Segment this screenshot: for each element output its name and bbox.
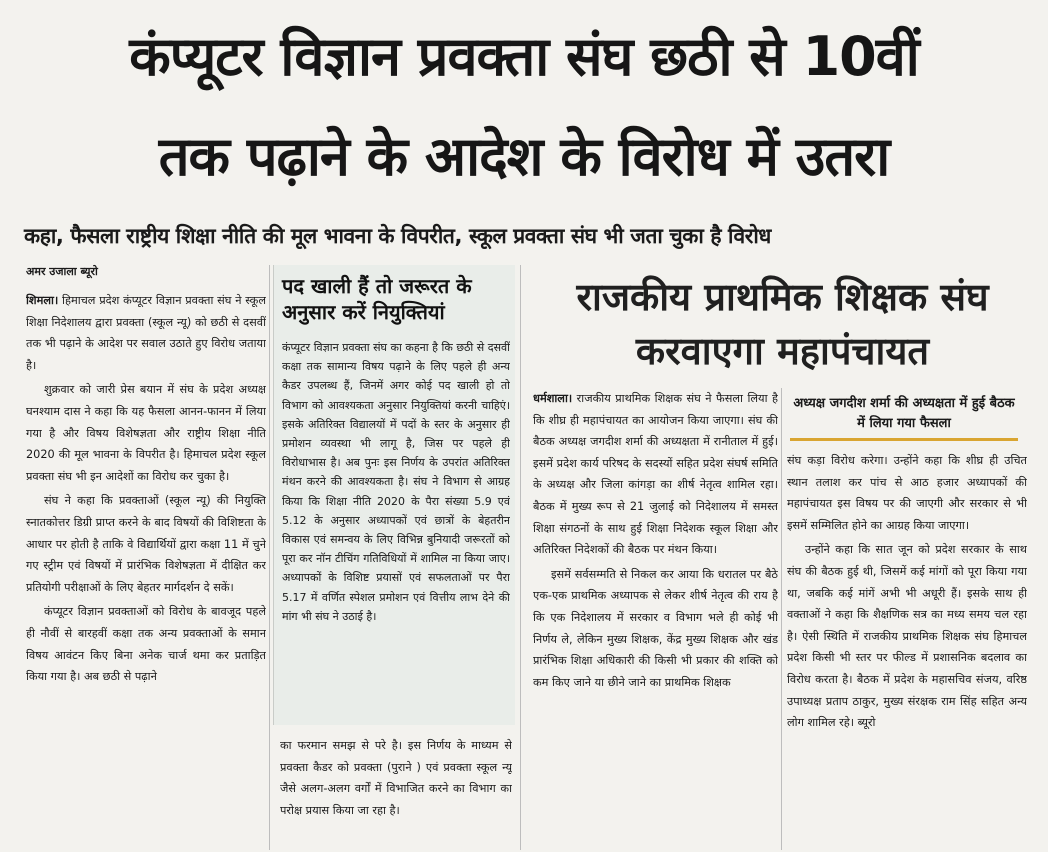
article2-headline [525,270,1040,378]
article1-para-1-text: हिमाचल प्रदेश कंप्यूटर विज्ञान प्रवक्ता संघ ने स्कूल शिक्षा निदेशालय द्वारा प्रवक्ता (स्कूल न्यू) को छठी से दसवीं तक भी पढ़ाने के आदेश पर सवाल उठाते हुए विरोध जताया है। [26,294,266,372]
column-divider [781,388,782,850]
article2-para-1 [533,388,778,561]
kicker-underline [790,438,1018,441]
article1-para-1 [26,290,266,376]
column-divider [520,265,521,850]
article2-para-1-text: राजकीय प्राथमिक शिक्षक संघ ने फैसला लिया है कि शीघ्र ही महापंचायत का आयोजन किया जाएगा। संघ की बैठक अध्यक्ष जगदीश शर्मा की अध्यक्षता में रानीताल में हुई। इसमें प्रदेश कार्य परिषद के सदस्यों सहित प्रदेश संघर्ष समिति के अध्यक्ष और जिला कांगड़ा का शीर्ष नेतृत्व शामिल रहा। बैठक में मुख्य रूप से 21 जुलाई को निदेशालय में समस्त शिक्षा संगठनों के साथ हुई शिक्षा निदेशक स्कूल शिक्षा और अतिरिक्त निदेशकों की बैठक पर मंथन किया। [533,392,778,557]
article1-column2-continued [280,735,512,847]
article1-column1 [26,290,266,845]
article2-column2 [787,450,1027,846]
subheadline: कहा, फैसला राष्ट्रीय शिक्षा नीति की मूल भावना के विपरीत, स्कूल प्रवक्ता संघ भी जता चुका है विरोध [24,224,771,248]
article1-para-4: कंप्यूटर विज्ञान प्रवक्ताओं को विरोध के बावजूद पहले ही नौवीं से बारहवीं कक्षा तक अन्य प्रवक्ताओं के समान विषय आवंटन किए बिना अनेक चार्ज थमा कर प्रताड़ित किया गया है। अब छठी से पढ़ाने [26,605,266,684]
column-divider [269,265,270,850]
article2-para-2: इसमें सर्वसम्मति से निकल कर आया कि धरातल पर बैठे एक-एक प्राथमिक अध्यापक से लेकर शीर्ष नेतृत्व की राय है कि एक निदेशालय में सरकार व विभाग भले ही कोई भी निर्णय ले, लेकिन मुख्य शिक्षक, केंद्र मुख्य शिक्षक और खंड प्रारंभिक शिक्षा अधिकारी की किसी भी प्रकार की शक्ति को कम किए जाने या छीने जाने का प्राथमिक शिक्षक [533,567,778,689]
article2-para-4: उन्होंने कहा कि सात जून को प्रदेश सरकार के साथ संघ की बैठक हुई थी, जिसमें कई मांगों को पूरा किया गया था, जबकि कई मांगें अभी भी अधूरी हैं। इसके साथ ही वक्ताओं ने कहा कि शैक्षणिक सत्र का मध्य समय चल रहा है। ऐसी स्थिति में राजकीय प्राथमिक शिक्षक संघ हिमाचल प्रदेश किसी भी स्तर पर फील्ड में प्रशासनिक बदलाव का विरोध करता है। बैठक में प्रदेश के महासचिव संजय, वरिष्ठ उपाध्यक्ष प्रताप ठाकुर, मुख्य संरक्षक राम सिंह सहित अन्य लोग शामिल रहे। ब्यूरो [787,543,1027,730]
sidebar-title: पद खाली हैं तो जरूरत के अनुसार करें नियुक्तियां [282,274,472,324]
article1-para-5: का फरमान समझ से परे है। इस निर्णय के माध्यम से प्रवक्ता कैडर को प्रवक्ता (पुराने ) एवं प्रवक्ता स्कूल न्यू जैसे अलग-अलग वर्गों में विभाजित करने का विभाग का परोक्ष प्रयास किया जा रहा है। [280,739,512,817]
article2-column1 [533,388,778,846]
sidebar-box [273,265,515,725]
main-headline-line2: तक पढ़ाने के आदेश के विरोध में उतरा [158,125,890,188]
dateline-dharamshala: धर्मशाला। [533,392,573,405]
article2-para-3: संघ कड़ा विरोध करेगा। उन्होंने कहा कि शीघ्र ही उचित स्थान तलाश कर पांच से आठ हजार अध्यापकों की महापंचायत इस विषय पर की जाएगी और सरकार से भी इसमें सम्मिलित होने का आग्रह किया जाएगा। [787,454,1027,532]
byline: अमर उजाला ब्यूरो [26,265,98,278]
dateline-shimla: शिमला। [26,294,59,307]
article1-para-2: शुक्रवार को जारी प्रेस बयान में संघ के प्रदेश अध्यक्ष घनश्याम दास ने कहा कि यह फैसला आनन-फानन में लिया गया है और विषय विशेषज्ञता और राष्ट्रीय शिक्षा नीति 2020 की मूल भावना के विपरीत है। हिमाचल प्रदेश स्कूल प्रवक्ता संघ भी इन आदेशों का विरोध कर चुका है। [26,383,266,483]
article1-para-3: संघ ने कहा कि प्रवक्ताओं (स्कूल न्यू) की नियुक्ति स्नातकोत्तर डिग्री प्राप्त करने के बाद विषयों की विशिष्टता के आधार पर होती है ताकि वे विद्यार्थियों द्वारा कक्षा 11 में चुने गए स्ट्रीम एवं विषयों में प्रारंभिक विशेषज्ञता में दीक्षित कर प्रतियोगी परीक्षाओं के लिए बेहतर मार्गदर्शन दे सकें। [26,494,266,594]
article2-kicker: अध्यक्ष जगदीश शर्मा की अध्यक्षता में हुई बैठक में लिया गया फैसला [793,396,1015,431]
main-headline-line1: कंप्यूटर विज्ञान प्रवक्ता संघ छठी से 10वीं [129,25,919,88]
sidebar-body: कंप्यूटर विज्ञान प्रवक्ता संघ का कहना है कि छठी से दसवीं कक्षा तक सामान्य विषय पढ़ाने के लिए पहले ही अन्य कैडर उपलब्ध हैं, जिनमें अगर कोई पद खाली हो तो विभाग को आवश्यकता अनुसार नियुक्तियां करनी चाहिएं। इसके अतिरिक्त विद्यालयों में पदों के स्तर के अनुसार ही प्रमोशन व्यवस्था भी लागू है, जिस पर पहले ही विरोधाभास है। अब पुनः इस निर्णय के उपरांत अतिरिक्त मंथन करने की आवश्यकता है। संघ ने विभाग से आग्रह किया कि शिक्षा नीति 2020 के पैरा संख्या 5.9 एवं 5.12 के अनुसार अध्यापकों एवं छात्रों के बेहतरीन विकास एवं समन्वय के लिए विभिन्न बुनियादी जरूरतों को पूरा कर नॉन टीचिंग गतिविधियों में शामिल ना किया जाए। अध्यापकों के विशिष्ट प्रयासों एवं सफलताओं पर पैरा 5.17 में वर्णित स्पेशल प्रमोशन एवं वित्तीय लाभ देने की मांग भी संघ ने उठाई है। [282,341,510,623]
article2-headline-text: राजकीय प्राथमिक शिक्षक संघ करवाएगा महापंचायत [576,275,989,373]
